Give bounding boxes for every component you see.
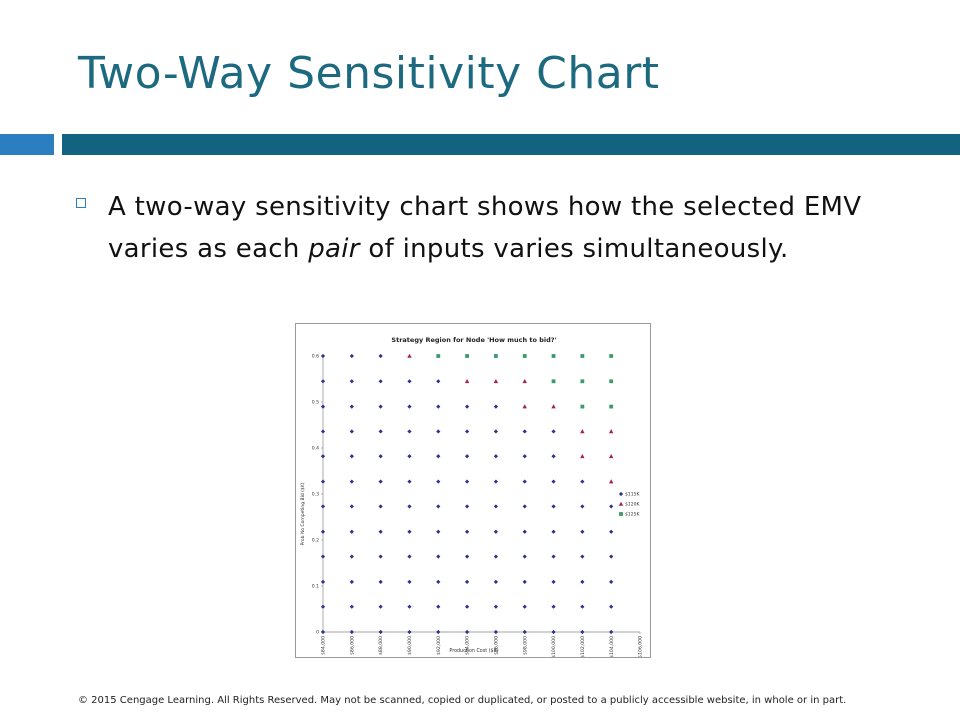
data-point-diamond: [523, 605, 527, 609]
data-point-diamond: [523, 580, 527, 584]
x-tick-label: $86,000: [350, 636, 356, 655]
data-point-triangle: [580, 454, 584, 458]
data-point-diamond: [321, 580, 325, 584]
x-tick-label: $90,000: [408, 636, 414, 655]
data-point-diamond: [580, 580, 584, 584]
data-point-diamond: [523, 504, 527, 508]
data-point-square: [609, 405, 613, 409]
data-point-diamond: [465, 429, 469, 433]
bullet-text-start: A two-way sensitivity chart shows how the selected EMV varies as each: [108, 192, 862, 264]
data-point-diamond: [350, 554, 354, 558]
bullet-text-emphasis: pair: [308, 234, 360, 264]
data-point-diamond: [436, 479, 440, 483]
data-point-diamond: [494, 454, 498, 458]
y-tick-label: 0.1: [311, 584, 319, 590]
data-point-diamond: [436, 630, 440, 634]
data-point-diamond: [551, 630, 555, 634]
data-point-diamond: [465, 479, 469, 483]
data-point-diamond: [609, 554, 613, 558]
y-tick-label: 0.6: [311, 354, 319, 360]
y-tick-label: 0.3: [311, 492, 319, 498]
data-point-diamond: [494, 630, 498, 634]
data-point-diamond: [580, 504, 584, 508]
data-point-diamond: [551, 554, 555, 558]
data-point-triangle: [407, 354, 411, 358]
data-point-diamond: [321, 429, 325, 433]
data-point-diamond: [321, 354, 325, 358]
data-point-diamond: [609, 630, 613, 634]
data-point-diamond: [551, 504, 555, 508]
data-point-diamond: [551, 454, 555, 458]
data-point-diamond: [350, 630, 354, 634]
data-point-diamond: [350, 504, 354, 508]
x-tick-label: $96,000: [494, 636, 500, 655]
data-point-diamond: [465, 630, 469, 634]
data-point-triangle: [609, 454, 613, 458]
data-point-diamond: [379, 454, 383, 458]
data-point-diamond: [321, 530, 325, 534]
data-point-diamond: [407, 580, 411, 584]
y-tick-label: 0.4: [311, 446, 319, 452]
data-point-diamond: [523, 454, 527, 458]
data-point-diamond: [379, 405, 383, 409]
data-point-diamond: [609, 504, 613, 508]
data-point-diamond: [350, 405, 354, 409]
data-point-diamond: [494, 530, 498, 534]
data-point-diamond: [523, 530, 527, 534]
legend-label: $120K: [625, 502, 640, 508]
data-point-diamond: [350, 479, 354, 483]
data-point-diamond: [494, 479, 498, 483]
data-point-diamond: [523, 630, 527, 634]
data-point-diamond: [465, 554, 469, 558]
legend-marker-diamond: [619, 492, 623, 496]
data-point-diamond: [379, 379, 383, 383]
y-tick-label: 0: [316, 630, 319, 636]
data-point-diamond: [350, 379, 354, 383]
data-point-diamond: [436, 580, 440, 584]
data-point-diamond: [379, 605, 383, 609]
x-tick-label: $92,000: [436, 636, 442, 655]
data-point-diamond: [580, 530, 584, 534]
data-point-diamond: [436, 454, 440, 458]
data-point-triangle: [580, 429, 584, 433]
data-point-square: [552, 354, 556, 358]
bullet-text: [108, 186, 948, 270]
copyright-footer: © 2015 Cengage Learning. All Rights Reserved. May not be scanned, copied or duplicated, or posted to a publicly accessible website, in whole or in part.: [78, 695, 847, 706]
x-tick-label: $98,000: [523, 636, 529, 655]
data-point-diamond: [379, 580, 383, 584]
data-point-diamond: [580, 554, 584, 558]
data-point-diamond: [551, 580, 555, 584]
square-bullet-icon: [76, 198, 86, 208]
data-point-diamond: [407, 479, 411, 483]
data-point-diamond: [379, 630, 383, 634]
data-point-square: [436, 354, 440, 358]
data-point-diamond: [379, 429, 383, 433]
data-point-diamond: [523, 429, 527, 433]
data-point-diamond: [407, 630, 411, 634]
data-point-diamond: [465, 530, 469, 534]
data-point-diamond: [523, 479, 527, 483]
data-point-diamond: [494, 554, 498, 558]
data-point-diamond: [436, 379, 440, 383]
data-point-triangle: [551, 404, 555, 408]
data-point-diamond: [551, 605, 555, 609]
data-point-diamond: [551, 429, 555, 433]
data-point-diamond: [523, 554, 527, 558]
data-point-diamond: [609, 605, 613, 609]
data-point-square: [580, 379, 584, 383]
data-point-diamond: [436, 504, 440, 508]
legend-label: $125K: [625, 512, 640, 518]
data-point-diamond: [465, 454, 469, 458]
data-point-triangle: [523, 404, 527, 408]
data-point-diamond: [321, 479, 325, 483]
x-tick-label: $88,000: [379, 636, 385, 655]
data-point-triangle: [494, 379, 498, 383]
data-point-diamond: [321, 605, 325, 609]
data-point-diamond: [321, 630, 325, 634]
chart-frame: [295, 323, 651, 658]
data-point-square: [494, 354, 498, 358]
data-point-triangle: [609, 479, 613, 483]
y-axis-label: Prob No Competing Bid ($K): [301, 482, 306, 546]
data-point-square: [552, 379, 556, 383]
data-point-square: [465, 354, 469, 358]
x-tick-label: $106,000: [638, 636, 644, 657]
data-point-diamond: [350, 605, 354, 609]
data-point-diamond: [494, 580, 498, 584]
bullet-text-end: of inputs varies simultaneously.: [359, 234, 789, 264]
y-tick-label: 0.5: [311, 400, 319, 406]
data-point-diamond: [580, 479, 584, 483]
data-point-diamond: [407, 554, 411, 558]
data-point-diamond: [580, 630, 584, 634]
data-point-diamond: [580, 605, 584, 609]
data-point-diamond: [465, 405, 469, 409]
data-point-diamond: [494, 504, 498, 508]
data-point-diamond: [379, 504, 383, 508]
data-point-diamond: [350, 530, 354, 534]
data-point-diamond: [494, 405, 498, 409]
data-point-square: [580, 405, 584, 409]
data-point-diamond: [551, 479, 555, 483]
data-point-diamond: [321, 554, 325, 558]
x-tick-label: $100,000: [552, 636, 558, 657]
data-point-diamond: [321, 405, 325, 409]
data-point-diamond: [379, 479, 383, 483]
data-point-triangle: [609, 429, 613, 433]
data-point-diamond: [465, 605, 469, 609]
x-tick-label: $84,000: [321, 636, 327, 655]
data-point-diamond: [350, 454, 354, 458]
data-point-triangle: [523, 379, 527, 383]
data-point-diamond: [321, 379, 325, 383]
data-point-diamond: [350, 580, 354, 584]
data-point-square: [609, 354, 613, 358]
data-point-diamond: [436, 605, 440, 609]
data-point-diamond: [379, 530, 383, 534]
x-axis-label: Production Cost ($K): [449, 649, 499, 654]
y-tick-label: 0.2: [311, 538, 319, 544]
data-point-diamond: [609, 530, 613, 534]
data-point-diamond: [494, 605, 498, 609]
data-point-diamond: [350, 354, 354, 358]
data-point-diamond: [407, 504, 411, 508]
data-point-diamond: [350, 429, 354, 433]
x-tick-label: $104,000: [609, 636, 615, 657]
data-point-diamond: [407, 429, 411, 433]
data-point-diamond: [407, 405, 411, 409]
data-point-diamond: [465, 504, 469, 508]
x-tick-label: $102,000: [580, 636, 586, 657]
data-point-diamond: [465, 580, 469, 584]
legend-marker-square: [619, 512, 623, 516]
strategy-region-chart: [296, 324, 650, 657]
data-point-diamond: [609, 580, 613, 584]
data-point-square: [580, 354, 584, 358]
data-point-diamond: [379, 554, 383, 558]
data-point-diamond: [494, 429, 498, 433]
data-point-diamond: [379, 354, 383, 358]
data-point-diamond: [407, 454, 411, 458]
legend-marker-triangle: [619, 502, 623, 506]
title-accent-bar: [0, 134, 54, 155]
chart-title: Strategy Region for Node 'How much to bid?': [391, 336, 557, 344]
title-divider-bar: [62, 134, 960, 155]
data-point-diamond: [321, 504, 325, 508]
data-point-diamond: [436, 405, 440, 409]
data-point-square: [609, 379, 613, 383]
data-point-diamond: [407, 379, 411, 383]
data-point-diamond: [321, 454, 325, 458]
data-point-diamond: [436, 530, 440, 534]
data-point-diamond: [407, 605, 411, 609]
data-point-diamond: [551, 530, 555, 534]
data-point-diamond: [436, 429, 440, 433]
data-point-square: [523, 354, 527, 358]
data-point-diamond: [436, 554, 440, 558]
x-tick-label: $94,000: [465, 636, 471, 655]
slide-title: Two-Way Sensitivity Chart: [78, 48, 660, 99]
legend-label: $115K: [625, 492, 640, 498]
data-point-triangle: [465, 379, 469, 383]
data-point-diamond: [407, 530, 411, 534]
